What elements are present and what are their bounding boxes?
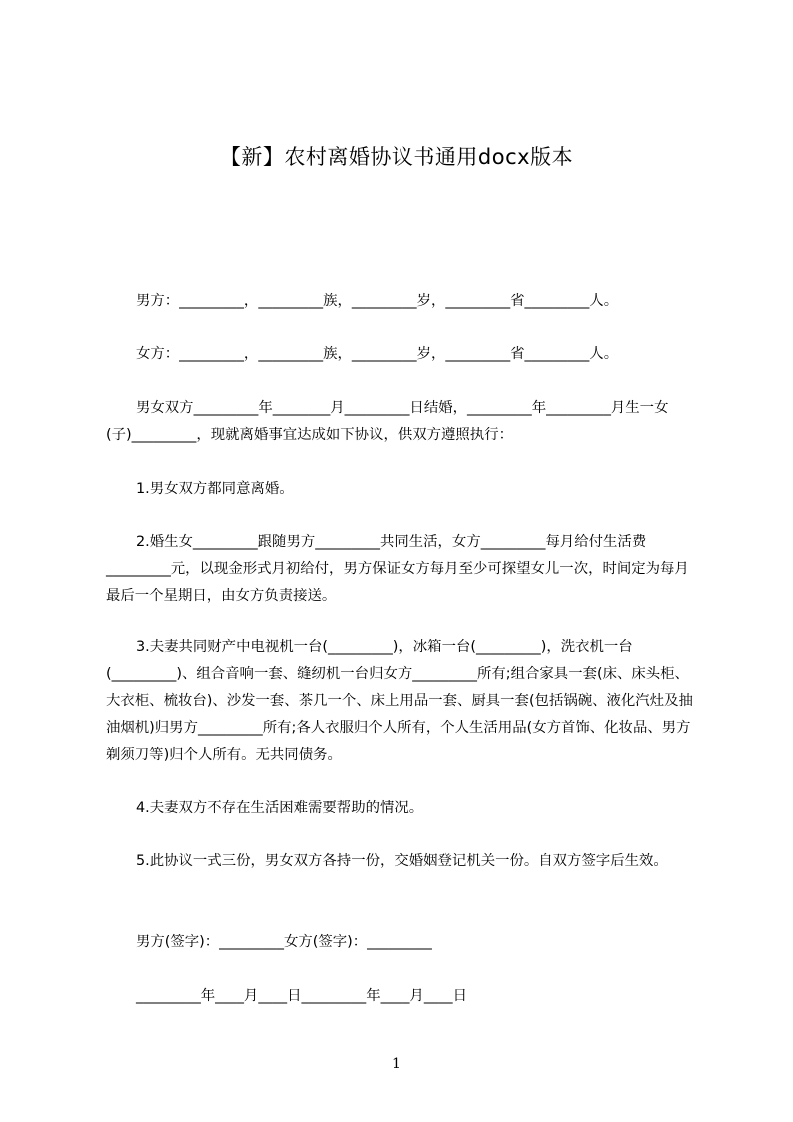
page-number: 1 — [392, 1056, 401, 1072]
paragraph-dates: _________年____月____日_________年____月____日 — [136, 988, 467, 1004]
paragraph-clause-5: 5.此协议一式三份，男女双方各持一份，交婚姻登记机关一份。自双方签字后生效。 — [136, 853, 668, 869]
paragraph-clause-4: 4.夫妻双方不存在生活困难需要帮助的情况。 — [136, 800, 424, 816]
paragraph-clause-1: 1.男女双方都同意离婚。 — [136, 481, 294, 497]
paragraph-clause-3: 3.夫妻共同财产中电视机一台(_________)，冰箱一台(_________)，洗衣机一台(_________)、组合音响一套、缝纫机一台归女方_________所有;组合家具一套(床、床头柜、大衣柜、梳妆台)、沙发一套、茶几一个、床上用品一套、厨具一套(包括锅碗、液化汽灶及抽油烟机)归男方_________所有;各人衣服归个人所有，个人生活用品(女方首饰、化妆品、男方剃须刀等)归个人所有。无共同债务。 — [106, 639, 693, 763]
document-title: 【新】农村离婚协议书通用docx版本 — [219, 145, 574, 169]
paragraph-signatures: 男方(签字)：_________女方(签字)：_________ — [136, 934, 432, 950]
paragraph-wife-info: 女方：_________，_________族，_________岁，_________省_________人。 — [136, 346, 619, 362]
paragraph-husband-info: 男方：_________，_________族，_________岁，_________省_________人。 — [136, 293, 619, 309]
paragraph-marriage-info: 男女双方_________年________月_________日结婚，_________年_________月生一女(子)_________，现就离婚事宜达成如下协议，供双方遵照执行： — [106, 400, 669, 443]
paragraph-clause-2: 2.婚生女_________跟随男方_________共同生活，女方_________每月给付生活费_________元，以现金形式月初给付，男方保证女方每月至少可探望女儿一次，时间定为每月最后一个星期日，由女方负责接送。 — [106, 534, 689, 604]
